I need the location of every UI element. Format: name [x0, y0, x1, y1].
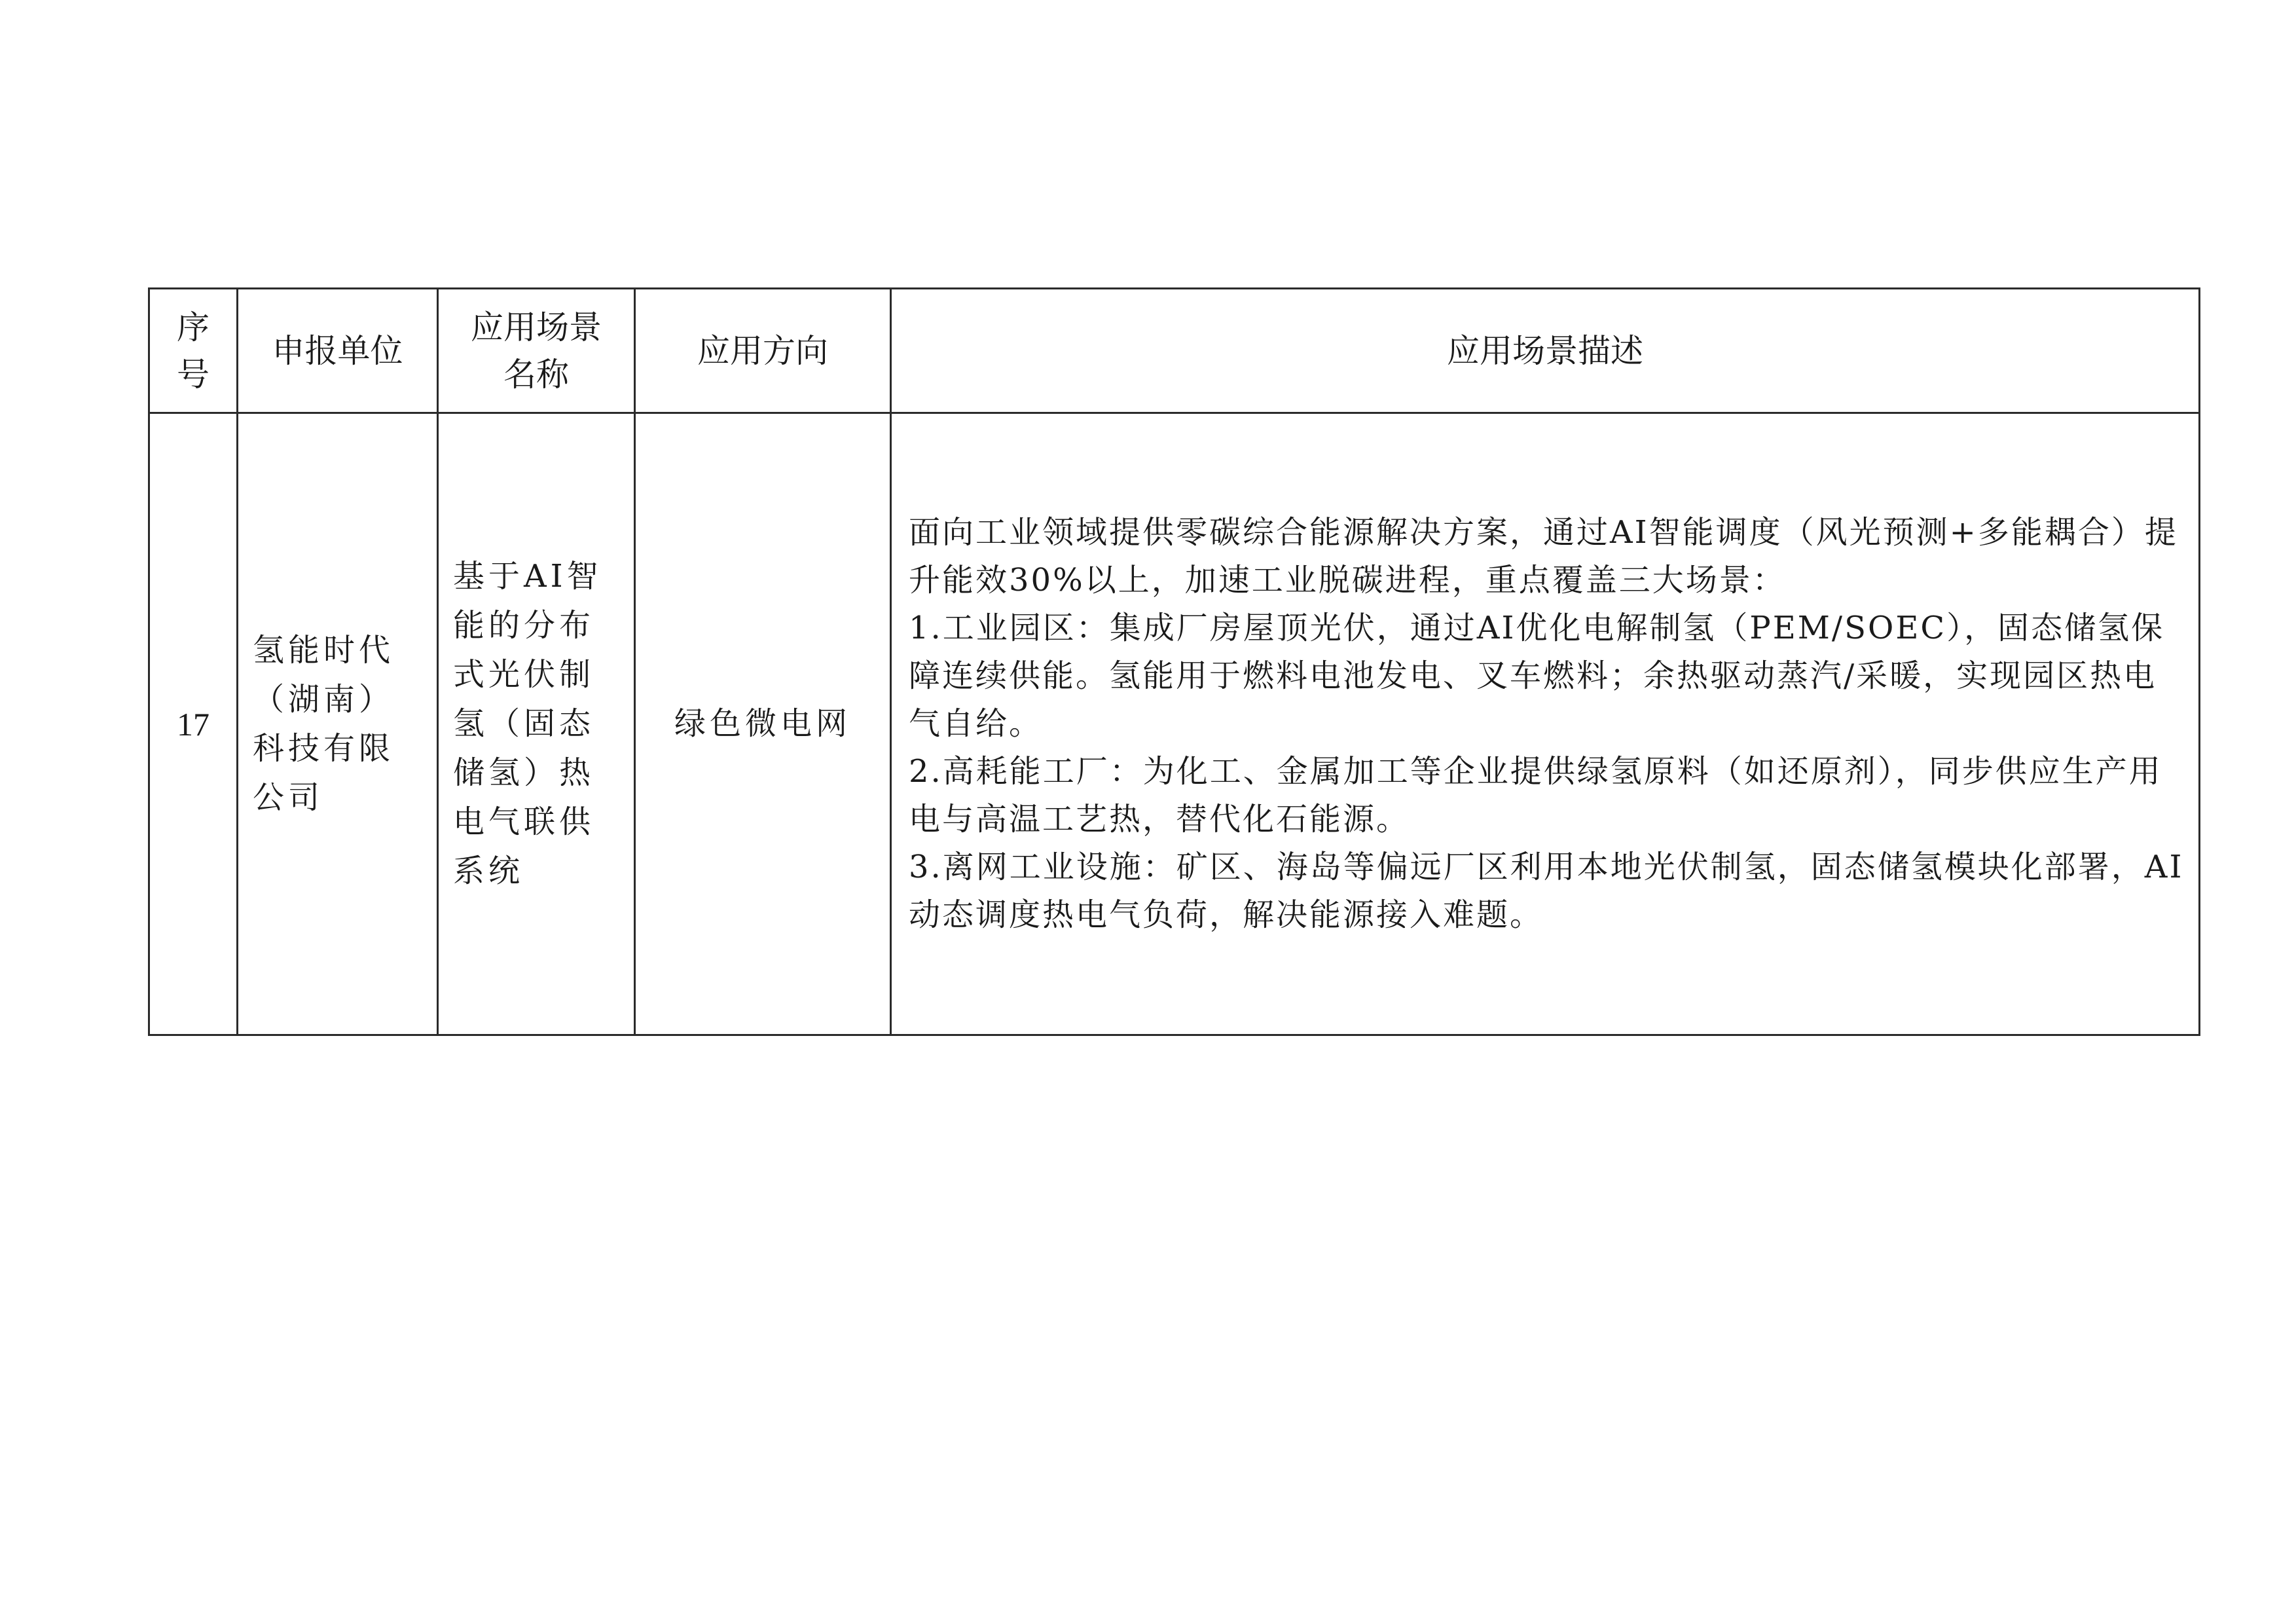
description-item-2: 2.高耗能工厂：为化工、金属加工等企业提供绿氢原料（如还原剂），同步供应生产用电与高温工艺热，替代化石能源。 — [909, 753, 2162, 838]
application-scenario-table — [148, 287, 2200, 1036]
description-item-1: 1.工业园区：集成厂房屋顶光伏，通过AI优化电解制氢（PEM/SOEC），固态储氢保障连续供能。氢能用于燃料电池发电、叉车燃料；余热驱动蒸汽/采暖，实现园区热电气自给。 — [909, 610, 2165, 742]
row-unit-cell — [238, 413, 438, 1035]
row-direction: 绿色微电网 — [674, 705, 851, 742]
table-header-row — [149, 289, 2200, 413]
description-intro: 面向工业领域提供零碳综合能源解决方案，通过AI智能调度（风光预测+多能耦合）提升能效30%以上，加速工业脱碳进程，重点覆盖三大场景： — [909, 514, 2178, 599]
row-description-cell — [891, 413, 2200, 1035]
header-index: 序号 — [149, 289, 238, 413]
row-index: 17 — [177, 705, 210, 743]
row-scene-name: 基于AI智能的分布式光伏制氢（固态储氢）热电气联供系统 — [453, 558, 602, 889]
row-scene-name-cell — [438, 413, 635, 1035]
table-row — [149, 413, 2200, 1035]
header-scene-name: 应用场景名称 — [438, 289, 635, 413]
header-direction: 应用方向 — [635, 289, 891, 413]
row-unit: 氢能时代（湖南）科技有限公司 — [253, 631, 395, 816]
row-direction-cell — [635, 413, 891, 1035]
header-description: 应用场景描述 — [891, 289, 2200, 413]
row-index-cell — [149, 413, 238, 1035]
header-unit: 申报单位 — [238, 289, 438, 413]
description-item-3: 3.离网工业设施：矿区、海岛等偏远厂区利用本地光伏制氢，固态储氢模块化部署，AI动态调度热电气负荷，解决能源接入难题。 — [909, 849, 2184, 933]
row-description — [892, 509, 2198, 939]
